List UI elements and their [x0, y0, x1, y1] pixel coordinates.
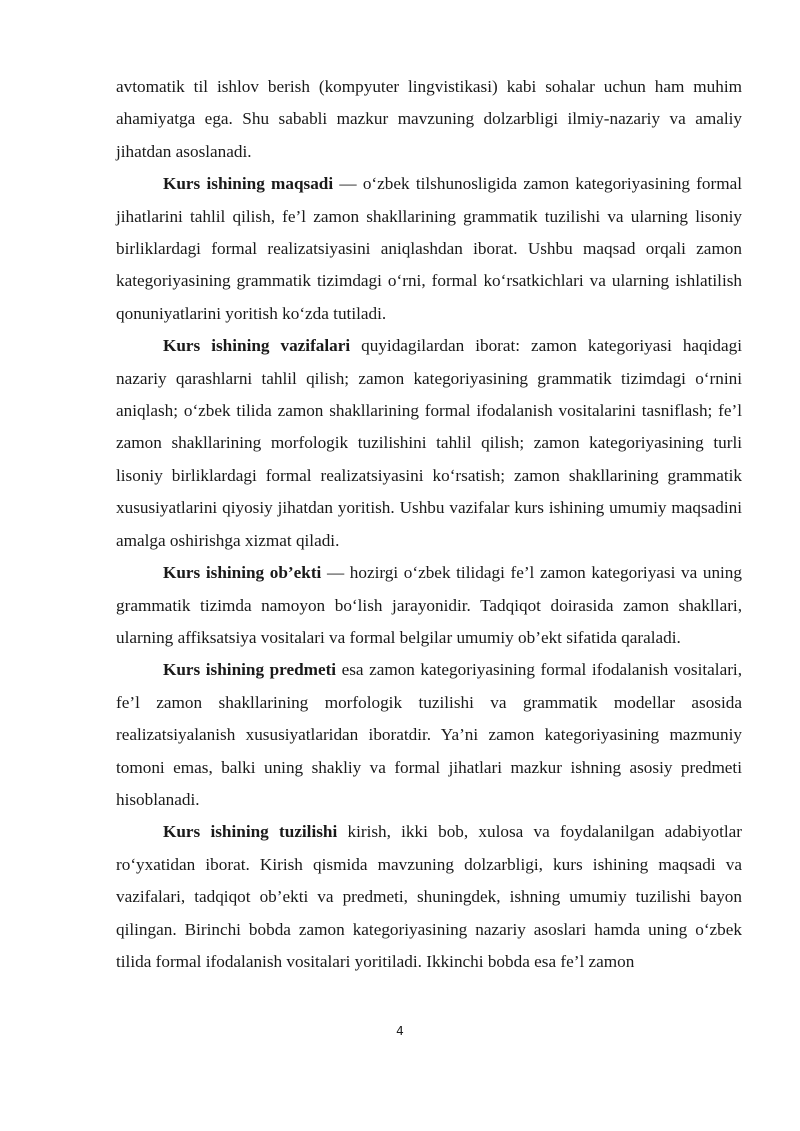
paragraph-term: Kurs ishining maqsadi	[163, 174, 334, 194]
paragraph-text: esa zamon kategoriyasining formal ifodalanish vositalari, fe’l zamon shakllarining morfologik tuzilishi va grammatik modellar asosida realizatsiyalanish xususiyatlaridan iboratdir. Ya’ni zamon kategoriyasining mazmuniy tomoni emas, balki uning shakliy va formal jihatlari mazkur ishning asosiy predmeti hisoblanadi.	[116, 660, 742, 809]
document-page	[116, 71, 742, 978]
paragraph-intro-continuation	[116, 71, 742, 168]
paragraph-text: kirish, ikki bob, xulosa va foydalanilgan adabiyotlar roʻyxatidan iborat. Kirish qismida mavzuning dolzarbligi, kurs ishining maqsadi va vazifalari, tadqiqot ob’ekti va predmeti, shuningdek, ishning umumiy tuzilishi bayon qilingan. Birinchi bobda zamon kategoriyasining nazariy asoslari hamda uning oʻzbek tilida formal ifodalanish vositalari yoritiladi. Ikkinchi bobda esa fe’l zamon	[116, 822, 742, 971]
page-number: 4	[396, 1024, 404, 1038]
paragraph-text: avtomatik til ishlov berish (kompyuter lingvistikasi) kabi sohalar uchun ham muhim ahamiyatga ega. Shu sababli mazkur mavzuning dolzarbligi ilmiy-nazariy va amaliy jihatdan asoslanadi.	[116, 77, 742, 161]
paragraph-subject	[116, 654, 742, 816]
paragraph-term: Kurs ishining tuzilishi	[163, 822, 338, 842]
paragraph-term: Kurs ishining ob’ekti	[163, 563, 322, 583]
paragraph-text: quyidagilardan iborat: zamon kategoriyasi haqidagi nazariy qarashlarni tahlil qilish; zamon kategoriyasining grammatik tizimdagi oʻrnini aniqlash; oʻzbek tilida zamon shakllarining formal ifodalanish vositalarini tasniflash; fe’l zamon shakllarining morfologik tuzilishini tahlil qilish; zamon kategoriyasining turli lisoniy birliklardagi formal realizatsiyasini koʻrsatish; zamon shakllarining grammatik xususiyatlarini qiyosiy jihatdan yoritish. Ushbu vazifalar kurs ishining umumiy maqsadini amalga oshirishga xizmat qiladi.	[116, 336, 743, 550]
paragraph-text: — hozirgi oʻzbek tilidagi fe’l zamon kategoriyasi va uning grammatik tizimda namoyon boʻlish jarayonidir. Tadqiqot doirasida zamon shakllari, ularning affiksatsiya vositalari va formal belgilar umumiy ob’ekt sifatida qaraladi.	[116, 563, 742, 647]
paragraph-goal	[116, 168, 742, 330]
paragraph-text: — oʻzbek tilshunosligida zamon kategoriyasining formal jihatlarini tahlil qilish, fe’l zamon shakllarining grammatik tuzilishi va ularning lisoniy birliklardagi formal realizatsiyasini aniqlashdan iborat. Ushbu maqsad orqali zamon kategoriyasining grammatik tizimdagi oʻrni, formal koʻrsatkichlari va ularning ishlatilish qonuniyatlarini yoritish koʻzda tutiladi.	[116, 174, 742, 323]
paragraph-tasks	[116, 330, 742, 557]
paragraph-term: Kurs ishining vazifalari	[163, 336, 351, 356]
paragraph-structure	[116, 816, 742, 978]
paragraph-object	[116, 557, 742, 654]
paragraph-term: Kurs ishining predmeti	[163, 660, 337, 680]
